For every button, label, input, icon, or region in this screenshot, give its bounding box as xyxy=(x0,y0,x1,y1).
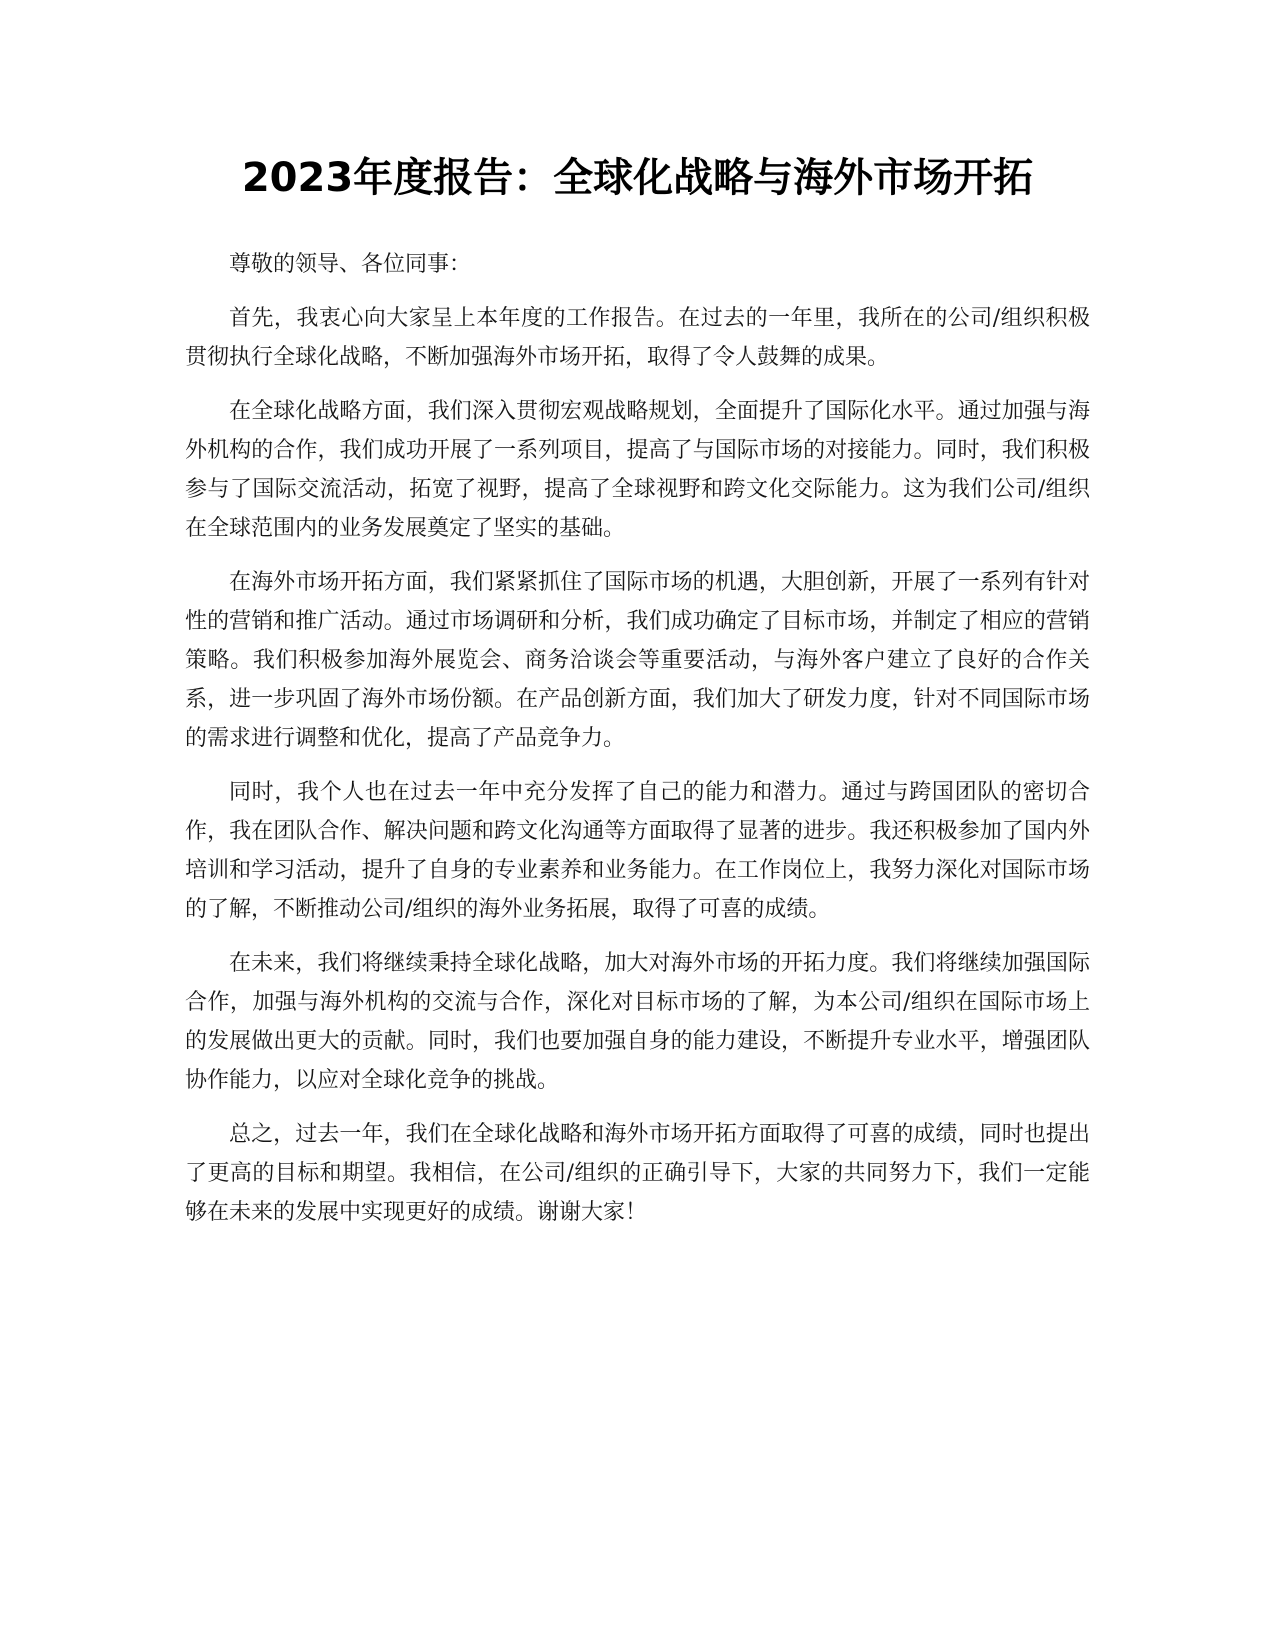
paragraph-personal-growth: 同时，我个人也在过去一年中充分发挥了自己的能力和潜力。通过与跨国团队的密切合作，我在团队合作、解决问题和跨文化沟通等方面取得了显著的进步。我还积极参加了国内外培训和学习活动，提升了自身的专业素养和业务能力。在工作岗位上，我努力深化对国际市场的了解，不断推动公司/组织的海外业务拓展，取得了可喜的成绩。 xyxy=(185,780,1090,922)
document-body xyxy=(185,245,1090,1247)
paragraph-intro: 首先，我衷心向大家呈上本年度的工作报告。在过去的一年里，我所在的公司/组织积极贯彻执行全球化战略，不断加强海外市场开拓，取得了令人鼓舞的成果。 xyxy=(185,306,1090,370)
document-title: 2023年度报告：全球化战略与海外市场开拓 xyxy=(241,155,1034,201)
salutation: 尊敬的领导、各位同事： xyxy=(229,252,472,277)
paragraph-conclusion: 总之，过去一年，我们在全球化战略和海外市场开拓方面取得了可喜的成绩，同时也提出了更高的目标和期望。我相信，在公司/组织的正确引导下，大家的共同努力下，我们一定能够在未来的发展中实现更好的成绩。谢谢大家！ xyxy=(185,1122,1090,1225)
paragraph-globalization-strategy: 在全球化战略方面，我们深入贯彻宏观战略规划，全面提升了国际化水平。通过加强与海外机构的合作，我们成功开展了一系列项目，提高了与国际市场的对接能力。同时，我们积极参与了国际交流活动，拓宽了视野，提高了全球视野和跨文化交际能力。这为我们公司/组织在全球范围内的业务发展奠定了坚实的基础。 xyxy=(185,399,1090,541)
paragraph-overseas-market: 在海外市场开拓方面，我们紧紧抓住了国际市场的机遇，大胆创新，开展了一系列有针对性的营销和推广活动。通过市场调研和分析，我们成功确定了目标市场，并制定了相应的营销策略。我们积极参加海外展览会、商务洽谈会等重要活动，与海外客户建立了良好的合作关系，进一步巩固了海外市场份额。在产品创新方面，我们加大了研发力度，针对不同国际市场的需求进行调整和优化，提高了产品竞争力。 xyxy=(185,570,1090,751)
paragraph-future-plans: 在未来，我们将继续秉持全球化战略，加大对海外市场的开拓力度。我们将继续加强国际合作，加强与海外机构的交流与合作，深化对目标市场的了解，为本公司/组织在国际市场上的发展做出更大的贡献。同时，我们也要加强自身的能力建设，不断提升专业水平，增强团队协作能力，以应对全球化竞争的挑战。 xyxy=(185,951,1090,1093)
